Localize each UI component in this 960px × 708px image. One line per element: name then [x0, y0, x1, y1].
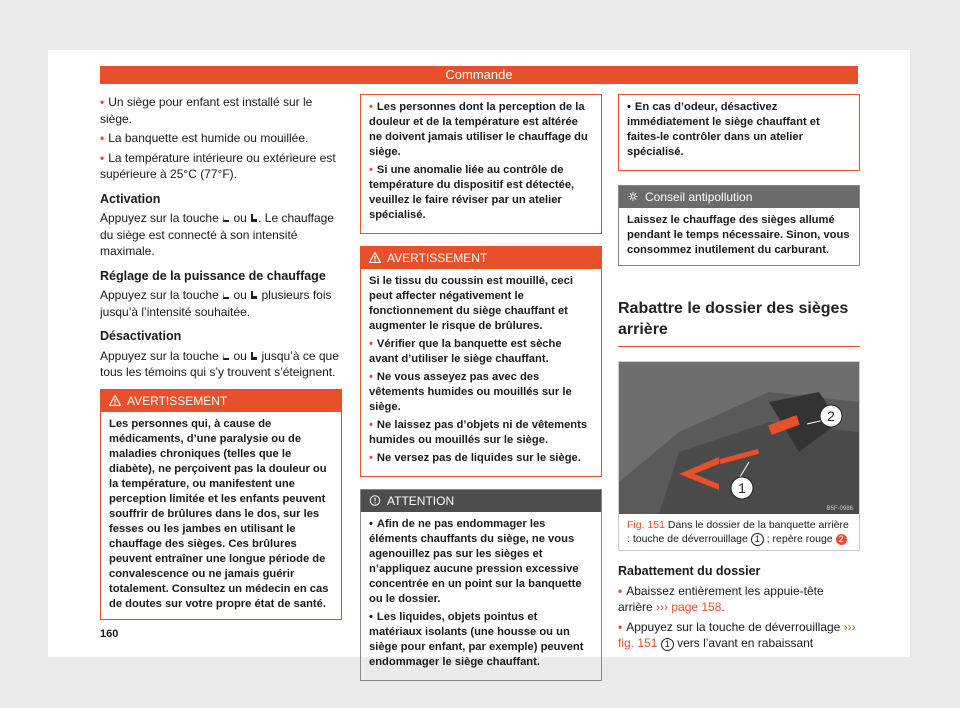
- warning-header: AVERTISSEMENT: [361, 247, 601, 269]
- bullet-item: • La température intérieure ou extérieure est supérieure à 25°C (77°F).: [100, 150, 336, 181]
- warning-icon: [369, 252, 381, 263]
- column-3: [618, 94, 860, 655]
- figure-link[interactable]: ››› fig. 151: [618, 619, 856, 650]
- page-link[interactable]: ››› page 158: [656, 600, 722, 614]
- seat-heat-icon: [222, 290, 230, 300]
- seat-heat-icon: [250, 290, 258, 300]
- bullet-item: • En cas d’odeur, désactivez immédiatement le siège chauffant et faites-le contrôler dans un atelier spécialisé.: [627, 101, 820, 158]
- bullet-item: • Vérifier que la banquette est sèche avant d’utiliser le siège chauffant.: [369, 338, 562, 365]
- figure-marker-2: 2: [827, 408, 835, 424]
- manual-page: [48, 50, 910, 668]
- seat-heat-icon: [250, 351, 258, 361]
- bullet-item: • Les personnes dont la perception de la douleur et de la température est altérée ne doivent jamais utiliser le chauffage du siège.: [369, 101, 588, 158]
- bullet-item: • Si une anomalie liée au contrôle de température du dispositif est détectée, veuillez le faire réviser par un atelier spécialisé.: [369, 164, 575, 221]
- warning-continued-box: [618, 94, 860, 171]
- bullet-item: • Un siège pour enfant est installé sur le siège.: [100, 95, 313, 126]
- seat-heat-icon: [250, 213, 258, 223]
- desactivation-text: Appuyez sur la touche ou jusqu’à ce que tous les témoins qui s’y trouvent s’éteignent.: [100, 348, 339, 379]
- bullet-item: • La banquette est humide ou mouillée.: [100, 131, 309, 145]
- page-number: 160: [100, 628, 119, 640]
- figure-label: Fig. 151: [627, 519, 665, 531]
- bullet-item: • Appuyez sur la touche de déverrouillage ››› fig. 151 1 vers l’avant en rabaissant: [618, 619, 856, 650]
- section-divider: [618, 346, 860, 347]
- warning-header: AVERTISSEMENT: [101, 390, 341, 412]
- attention-box: [360, 489, 602, 681]
- marker-2: 2: [836, 534, 847, 545]
- warning-body: [361, 269, 601, 476]
- marker-1: 1: [661, 638, 674, 651]
- figure-code: B5F-0986: [826, 506, 853, 512]
- bullet-item: • Afin de ne pas endommager les éléments chauffants du siège, ne vous agenouillez pas sur les sièges et n’appliquez aucune pression excessive concentrée en un point sur la banquette ou le dossier.: [369, 518, 582, 605]
- activation-text: Appuyez sur la touche ou . Le chauffage du siège est connecté à son intensité maximale.: [100, 211, 334, 258]
- warning-box: [100, 389, 342, 620]
- bullet-item: • Ne versez pas de liquides sur le siège.: [369, 452, 581, 464]
- reglage-title: Réglage de la puissance de chauffage: [100, 268, 326, 283]
- warning-continued-box: [360, 94, 602, 234]
- reglage-text: Appuyez sur la touche ou plusieurs fois jusqu’à l’intensité souhaitée.: [100, 288, 332, 319]
- warning-box: [360, 246, 602, 477]
- section-title: Rabattre le dossier des sièges arrière: [618, 300, 849, 338]
- warning-icon: [109, 395, 121, 406]
- figure-151: [618, 361, 860, 551]
- seat-release-illustration: [619, 362, 859, 514]
- eco-tip-box: [618, 185, 860, 266]
- figure-marker-1: 1: [738, 480, 746, 496]
- desactivation-title: Désactivation: [100, 329, 182, 343]
- column-1: [100, 94, 342, 620]
- activation-title: Activation: [100, 191, 161, 206]
- bullet-item: • Ne vous asseyez pas avec des vêtements humides ou mouillés sur le siège.: [369, 371, 572, 413]
- eco-tip-header: Conseil antipollution: [619, 186, 859, 208]
- seat-heat-icon: [222, 351, 230, 361]
- attention-body: [361, 512, 601, 680]
- warning-intro: Si le tissu du coussin est mouillé, ceci peut affecter négativement le fonctionnement du siège chauffant et augmenter le risque de brûlures.: [369, 275, 573, 332]
- rabattement-title: Rabattement du dossier: [618, 564, 761, 578]
- warning-continued-body: [619, 95, 859, 170]
- bullet-item: • Les liquides, objets pointus et matériaux isolants (une housse ou un siège pour enfant, par exemple) peuvent endommager le siège chauffant.: [369, 611, 584, 668]
- attention-header: ATTENTION: [361, 490, 601, 512]
- seat-heat-icon: [222, 213, 230, 223]
- leaf-icon: [627, 191, 639, 202]
- info-circle-icon: [369, 495, 381, 506]
- bullet-item: • Abaissez entièrement les appuie-tête arrière ››› page 158.: [618, 583, 824, 614]
- warning-continued-body: [361, 95, 601, 233]
- figure-caption: Fig. 151 Dans le dossier de la banquette arrière : touche de déverrouillage 1 ; repère rouge 2: [627, 519, 849, 545]
- column-2: [360, 94, 602, 681]
- page-header: Commande: [100, 66, 858, 84]
- marker-1: 1: [751, 533, 764, 546]
- bullet-item: • Ne laissez pas d’objets ni de vêtements humides ou mouillés sur le siège.: [369, 419, 588, 446]
- warning-body: Les personnes qui, à cause de médicaments, d’une paralysie ou de maladies chroniques (telles que le diabète), ne perçoivent pas la douleur ou la température, ou manifestent une perception limitée et les enfants peuvent souffrir de brûlures dans le dos, sur les fesses ou les jambes en utilisant le chauffage des sièges. Ces brûlures peuvent entraîner une longue période de convalescence ou ne jamais guérir totalement. Consultez un médecin en cas de doutes sur votre propre état de santé.: [109, 417, 329, 610]
- eco-tip-body: Laissez le chauffage des sièges allumé pendant le temps nécessaire. Sinon, vous consommez inutilement du carburant.: [627, 214, 850, 256]
